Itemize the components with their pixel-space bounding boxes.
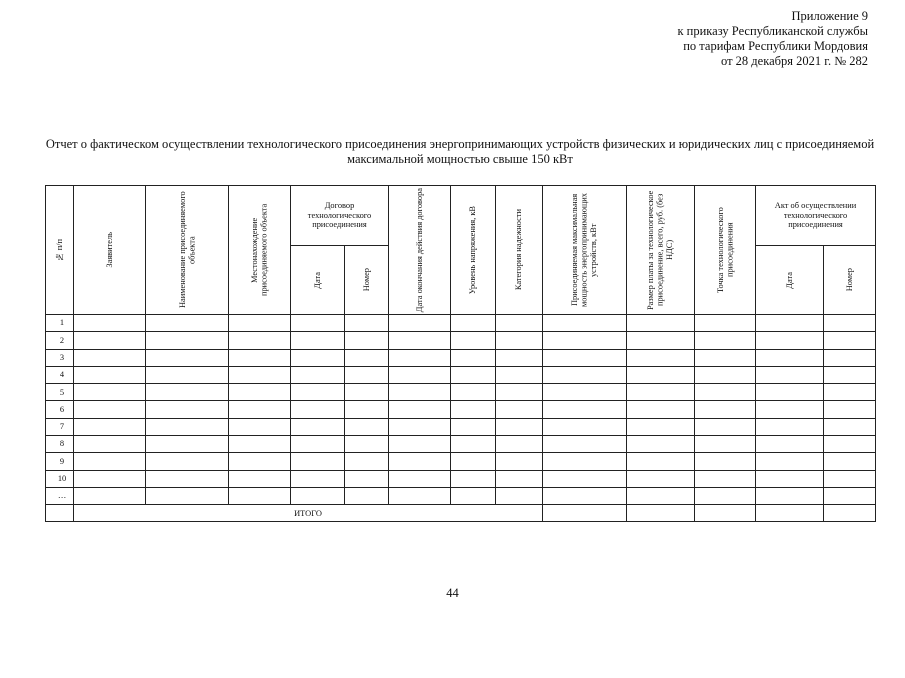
- table-row: [46, 453, 876, 470]
- table-cell: [824, 366, 876, 383]
- appendix-line: к приказу Республиканской службы: [677, 24, 868, 38]
- table-cell: [291, 384, 345, 401]
- table-cell: [543, 315, 627, 332]
- table-cell: [824, 453, 876, 470]
- table-cell: [496, 332, 543, 349]
- table-cell: [695, 366, 756, 383]
- table-cell: [291, 401, 345, 418]
- page-number: 44: [446, 586, 459, 600]
- table-cell: [451, 366, 496, 383]
- row-number: …: [46, 487, 74, 504]
- table-cell: [74, 470, 146, 487]
- table-cell: [146, 401, 229, 418]
- table-cell: [345, 384, 389, 401]
- table-cell: [74, 366, 146, 383]
- table-cell: [627, 332, 695, 349]
- table-cell: [543, 505, 627, 522]
- appendix-header: [677, 9, 868, 69]
- table-cell: [389, 315, 451, 332]
- header-applicant: Заявитель: [74, 186, 146, 315]
- header-row: [46, 186, 876, 246]
- table-cell: [389, 384, 451, 401]
- table-cell: [824, 418, 876, 435]
- table-cell: [291, 332, 345, 349]
- table-cell: [695, 436, 756, 453]
- table-cell: [627, 349, 695, 366]
- table-cell: [389, 332, 451, 349]
- table-cell: [451, 487, 496, 504]
- table-cell: [451, 401, 496, 418]
- table-cell: [627, 487, 695, 504]
- table-cell: [756, 418, 824, 435]
- header-num: № п/п: [46, 186, 74, 315]
- table-cell: [824, 487, 876, 504]
- table-cell: [695, 487, 756, 504]
- table-cell: [496, 487, 543, 504]
- table-cell: [389, 418, 451, 435]
- table-cell: [543, 384, 627, 401]
- row-number: 7: [46, 418, 74, 435]
- table-cell: [146, 470, 229, 487]
- table-cell: [74, 418, 146, 435]
- table-cell: [229, 470, 291, 487]
- table-cell: [496, 384, 543, 401]
- header-contract-date: Дата: [291, 246, 345, 315]
- table-cell: [627, 505, 695, 522]
- table-cell: [389, 436, 451, 453]
- table-cell: [345, 332, 389, 349]
- table-cell: [229, 401, 291, 418]
- table-cell: [229, 384, 291, 401]
- table-cell: [146, 384, 229, 401]
- table-cell: [824, 349, 876, 366]
- table-row: [46, 315, 876, 332]
- header-act-number: Номер: [824, 246, 876, 315]
- table-cell: [756, 401, 824, 418]
- table-cell: [146, 453, 229, 470]
- table-cell: [291, 315, 345, 332]
- row-number: 3: [46, 349, 74, 366]
- table-cell: [389, 470, 451, 487]
- table-cell: [291, 418, 345, 435]
- table-cell: [496, 470, 543, 487]
- table-cell: [496, 366, 543, 383]
- table-cell: [345, 401, 389, 418]
- table-cell: [389, 401, 451, 418]
- table-cell: [543, 418, 627, 435]
- table-cell: [291, 470, 345, 487]
- table-cell: [756, 366, 824, 383]
- table-row: [46, 436, 876, 453]
- table-cell: [389, 453, 451, 470]
- table-cell: [229, 487, 291, 504]
- table-cell: [345, 349, 389, 366]
- total-label: ИТОГО: [74, 505, 543, 522]
- header-fee: Размер платы за технологическое присоединение, всего, руб. (без НДС): [627, 186, 695, 315]
- table-cell: [229, 418, 291, 435]
- table-cell: [627, 418, 695, 435]
- table-cell: [543, 332, 627, 349]
- table-cell: [451, 436, 496, 453]
- table-cell: [74, 401, 146, 418]
- table-row: [46, 384, 876, 401]
- table-cell: [146, 315, 229, 332]
- table-cell: [695, 453, 756, 470]
- table-cell: [229, 315, 291, 332]
- table-cell: [543, 487, 627, 504]
- table-row: [46, 487, 876, 504]
- table-cell: [146, 349, 229, 366]
- header-act-group: Акт об осуществлении технологического присоединения: [756, 186, 876, 246]
- table-cell: [756, 332, 824, 349]
- table-cell: [451, 349, 496, 366]
- table-cell: [496, 436, 543, 453]
- table-cell: [756, 384, 824, 401]
- table-cell: [74, 349, 146, 366]
- table-cell: [345, 487, 389, 504]
- table-cell: [695, 349, 756, 366]
- header-point: Точка технологического присоединения: [695, 186, 756, 315]
- table-cell: [543, 349, 627, 366]
- table-cell: [74, 453, 146, 470]
- table-cell: [756, 349, 824, 366]
- table-cell: [389, 487, 451, 504]
- table-cell: [627, 453, 695, 470]
- table-cell: [291, 453, 345, 470]
- table-cell: [46, 505, 74, 522]
- table-cell: [756, 470, 824, 487]
- table-cell: [824, 401, 876, 418]
- table-cell: [229, 332, 291, 349]
- table-cell: [824, 315, 876, 332]
- table-cell: [695, 401, 756, 418]
- table-cell: [695, 332, 756, 349]
- table-cell: [451, 470, 496, 487]
- header-location: Местонахождение присоединяемого объекта: [229, 186, 291, 315]
- table-cell: [543, 453, 627, 470]
- table-row: [46, 332, 876, 349]
- table-cell: [496, 349, 543, 366]
- table-cell: [451, 418, 496, 435]
- row-number: 5: [46, 384, 74, 401]
- table-cell: [695, 470, 756, 487]
- header-reliability: Категория надежности: [496, 186, 543, 315]
- table-cell: [496, 401, 543, 418]
- table-cell: [74, 436, 146, 453]
- table-cell: [146, 418, 229, 435]
- report-table: [45, 185, 876, 522]
- table-cell: [74, 487, 146, 504]
- table-cell: [146, 332, 229, 349]
- table-cell: [146, 436, 229, 453]
- table-cell: [451, 384, 496, 401]
- row-number: 8: [46, 436, 74, 453]
- table-cell: [627, 436, 695, 453]
- table-cell: [627, 384, 695, 401]
- table-cell: [291, 349, 345, 366]
- table-cell: [756, 315, 824, 332]
- table-cell: [451, 332, 496, 349]
- header-max-power: Присоединяемая максимальная мощность энергопринимающих устройств, кВт: [543, 186, 627, 315]
- table-row: [46, 349, 876, 366]
- table-cell: [695, 384, 756, 401]
- appendix-line: Приложение 9: [791, 9, 868, 23]
- table-cell: [627, 315, 695, 332]
- table-cell: [756, 436, 824, 453]
- table-cell: [389, 366, 451, 383]
- table-cell: [756, 505, 824, 522]
- table-cell: [695, 418, 756, 435]
- table-row: [46, 470, 876, 487]
- row-number: 6: [46, 401, 74, 418]
- table-cell: [345, 470, 389, 487]
- header-act-date: Дата: [756, 246, 824, 315]
- table-cell: [229, 349, 291, 366]
- row-number: 1: [46, 315, 74, 332]
- header-contract-end: Дата окончания действия договора: [389, 186, 451, 315]
- table-cell: [824, 505, 876, 522]
- total-row: [46, 505, 876, 522]
- table-cell: [229, 436, 291, 453]
- table-cell: [229, 453, 291, 470]
- table-cell: [74, 384, 146, 401]
- table-cell: [824, 384, 876, 401]
- table-cell: [496, 418, 543, 435]
- table-cell: [543, 366, 627, 383]
- table-cell: [345, 453, 389, 470]
- table-cell: [695, 505, 756, 522]
- table-cell: [543, 470, 627, 487]
- table-row: [46, 418, 876, 435]
- table-cell: [345, 315, 389, 332]
- table-cell: [695, 315, 756, 332]
- table-cell: [291, 487, 345, 504]
- table-cell: [291, 436, 345, 453]
- table-cell: [345, 366, 389, 383]
- table-row: [46, 366, 876, 383]
- report-title: Отчет о фактическом осуществлении технологического присоединения энергопринимающих устройств физических и юридических лиц с присоединяемой максимальной мощностью свыше 150 кВт: [45, 137, 875, 166]
- table-cell: [824, 332, 876, 349]
- row-number: 2: [46, 332, 74, 349]
- table-cell: [74, 332, 146, 349]
- table-cell: [756, 453, 824, 470]
- table-cell: [543, 401, 627, 418]
- table-cell: [627, 366, 695, 383]
- table-cell: [451, 453, 496, 470]
- table-cell: [451, 315, 496, 332]
- row-number: 4: [46, 366, 74, 383]
- table-cell: [229, 366, 291, 383]
- table-cell: [543, 436, 627, 453]
- table-cell: [496, 453, 543, 470]
- table-cell: [824, 470, 876, 487]
- table-cell: [291, 366, 345, 383]
- table-row: [46, 401, 876, 418]
- appendix-line: от 28 декабря 2021 г. № 282: [720, 54, 868, 68]
- row-number: 10: [46, 470, 74, 487]
- table-cell: [146, 366, 229, 383]
- table-cell: [627, 401, 695, 418]
- table-cell: [146, 487, 229, 504]
- table-cell: [756, 487, 824, 504]
- table-cell: [74, 315, 146, 332]
- table-cell: [824, 436, 876, 453]
- header-voltage: Уровень напряжения, кВ: [451, 186, 496, 315]
- appendix-line: по тарифам Республики Мордовия: [683, 39, 868, 53]
- table-cell: [627, 470, 695, 487]
- header-object-name: Наименование присоединяемого объекта: [146, 186, 229, 315]
- header-contract-number: Номер: [345, 246, 389, 315]
- table-cell: [345, 418, 389, 435]
- table-cell: [389, 349, 451, 366]
- row-number: 9: [46, 453, 74, 470]
- table-cell: [345, 436, 389, 453]
- header-contract-group: Договор технологического присоединения: [291, 186, 389, 246]
- table-cell: [496, 315, 543, 332]
